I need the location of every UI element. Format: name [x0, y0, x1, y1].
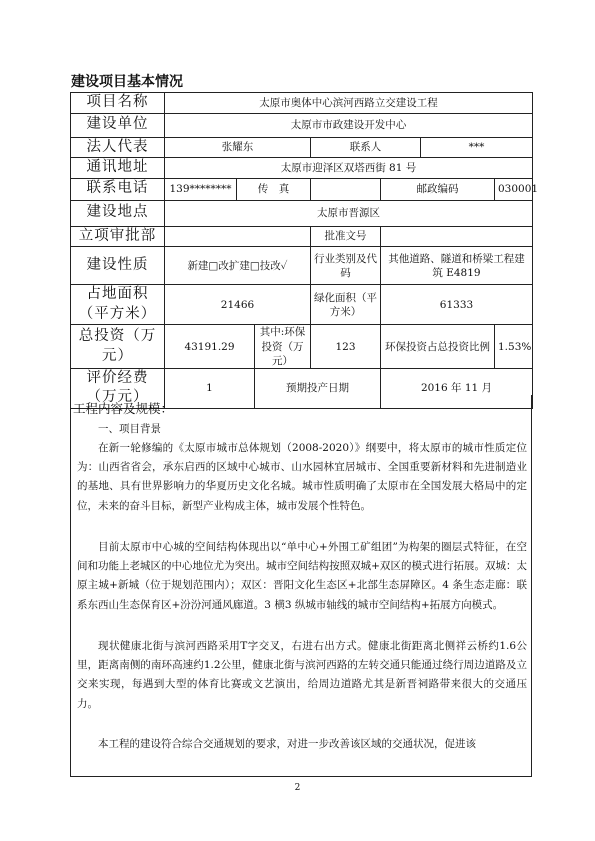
invest-label: 总投资（万元） — [71, 325, 165, 369]
page-number: 2 — [294, 783, 301, 793]
env-ratio-value: 1.53% — [495, 325, 533, 369]
env-invest-value: 123 — [311, 325, 381, 369]
legal-rep-value: 张耀东 — [165, 137, 311, 158]
area-value: 21466 — [165, 285, 311, 325]
fee-label: 评价经费（万元） — [71, 368, 165, 408]
contact-label: 联系人 — [311, 137, 421, 158]
background-paragraph-4: 本工程的建设符合综合交通规划的要求，对进一步改善该区域的交通状况，促进该 — [98, 738, 476, 750]
env-invest-label: 其中:环保投资（万元） — [255, 325, 311, 369]
postcode-label: 邮政编码 — [381, 178, 495, 200]
project-name-label: 项目名称 — [71, 93, 165, 114]
prod-date-value: 2016 年 11 月 — [381, 368, 533, 408]
builder-label: 建设单位 — [71, 113, 165, 137]
background-paragraph-2: 目前太原市中心城的空间结构体现出以“单中心+外围工矿组团”为构架的圈层式特征，在空间和功能上老城区的中心地位尤为突出。城市空间结构按照双城+双区的模式进行拓展。双城：太原主城+新城（位于规划范围内）；双区：晋阳文化生态区+北部生态屏障区。4 条生态走廊：联系东西山生态保育区+汾汾河通风廊道。3 横3 纵城市轴线的城市空间结构+拓展方向模式。 — [77, 541, 527, 611]
green-value: 61333 — [381, 285, 533, 325]
section-heading: 一、项目背景 — [98, 423, 161, 435]
green-label: 绿化面积（平方米） — [311, 285, 381, 325]
postcode-value: 030001 — [495, 178, 533, 200]
page-heading: 建设项目基本情况 — [71, 74, 183, 90]
invest-value: 43191.29 — [165, 325, 255, 369]
env-ratio-label: 环保投资占总投资比例 — [381, 325, 495, 369]
address-label: 通讯地址 — [71, 158, 165, 179]
content-title: 工程内容及规模： — [73, 401, 174, 416]
nature-value: 新建□改扩建□技改✓ — [165, 247, 311, 285]
background-paragraph-1: 在新一轮修编的《太原市城市总体规划（2008-2020）》纲要中，将太原市的城市性质定位为：山西省省会，承东启西的区域中心城市、山水园林宜居城市、全国重要新材料和先进制造业的基地、具有世界影响力的华夏历史文化名城。城市性质明确了太原市在全国发展大格局中的定位，未来的奋斗目标，新型产业构成主体，城市发展个性特色。 — [77, 442, 527, 512]
project-name-value: 太原市奥体中心滨河西路立交建设工程 — [165, 93, 533, 114]
industry-value: 其他道路、隧道和桥梁工程建筑 E4819 — [381, 247, 533, 285]
prod-date-label: 预期投产日期 — [255, 368, 381, 408]
project-info-table — [70, 92, 539, 409]
industry-label: 行业类别及代码 — [311, 247, 381, 285]
content-section — [70, 395, 532, 777]
approval-label: 立项审批部 — [71, 226, 165, 247]
legal-rep-label: 法人代表 — [71, 137, 165, 158]
fax-label: 传 真 — [237, 178, 311, 200]
fax-value — [311, 178, 381, 200]
location-label: 建设地点 — [71, 200, 165, 226]
contact-value: *** — [421, 137, 533, 158]
area-label: 占地面积（平方米） — [71, 285, 165, 325]
approval-value — [165, 226, 311, 247]
phone-value: 139******** — [165, 178, 237, 200]
background-paragraph-3: 现状健康北街与滨河西路采用T字交叉，右进右出方式。健康北街距离北侧祥云桥约1.6公里，距离南侧的南环高速约1.2公里，健康北街与滨河西路的左转交通只能通过绕行周边道路及立交来实现，每遇到大型的体育比赛或文艺演出，给周边道路尤其是新晋祠路带来很大的交通压力。 — [77, 640, 527, 710]
location-value: 太原市晋源区 — [165, 200, 533, 226]
phone-label: 联系电话 — [71, 178, 165, 200]
address-value: 太原市迎泽区双塔西街 81 号 — [165, 158, 533, 179]
nature-label: 建设性质 — [71, 247, 165, 285]
approval-no-value — [381, 226, 533, 247]
approval-no-label: 批准文号 — [311, 226, 381, 247]
builder-value: 太原市市政建设开发中心 — [165, 113, 533, 137]
fee-value: 1 — [165, 368, 255, 408]
